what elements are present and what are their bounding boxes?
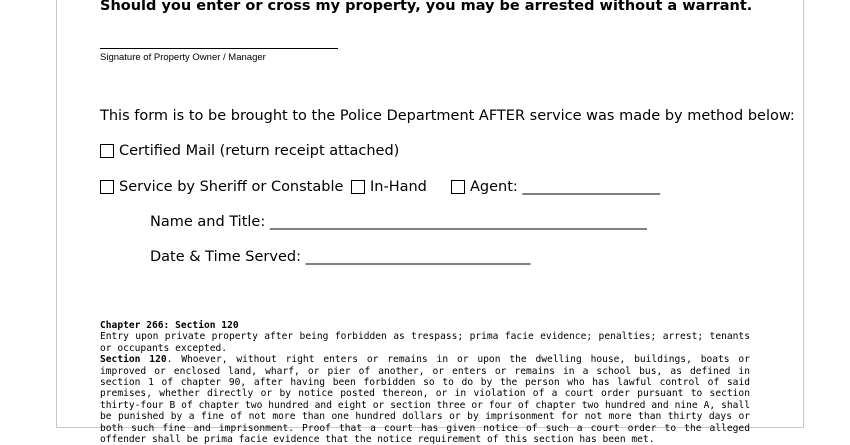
agent-checkbox[interactable]	[451, 180, 465, 194]
date-time-field[interactable]	[150, 249, 530, 265]
certified-mail-checkbox[interactable]	[100, 144, 114, 158]
sheriff-label: Service by Sheriff or Constable	[119, 179, 344, 195]
date-time-label: Date & Time Served: _______________________________	[150, 249, 531, 265]
legal-section-body: . Whoever, without right enters or remains in or upon the dwelling house, buildings, boats or improved or enclosed land, wharf, or pier of another, or enters or remains in a school bus, as defined in section 1 of chapter 90, after having been forbidden so to do by the person who has lawful control of said premises, whether directly or by notice posted thereon, or in violation of a court order pursuant to section thirty-four B of chapter two hundred and eight or section three or four of chapter two hundred and nine A, shall be punished by a fine of not more than one hundred dollars or by imprisonment for not more than thirty days or both such fine and imprisonment. Proof that a court has given notice of such a court order to the alleged offender shall be prima facie evidence that the notice requirement of this section has been met.	[100, 354, 750, 445]
instruction-text: This form is to be brought to the Police Department AFTER service was made by method below:	[100, 108, 795, 124]
legal-section	[100, 354, 750, 445]
sheriff-checkbox[interactable]	[100, 180, 114, 194]
in-hand-label: In-Hand	[370, 179, 427, 195]
in-hand-checkbox[interactable]	[351, 180, 365, 194]
option-agent[interactable]	[451, 179, 660, 195]
legal-section-label: Section 120	[100, 354, 167, 366]
option-sheriff[interactable]	[100, 179, 343, 195]
legal-text	[100, 320, 750, 445]
option-certified-mail[interactable]	[100, 143, 399, 159]
name-title-field[interactable]	[150, 214, 647, 230]
signature-label: Signature of Property Owner / Manager	[100, 52, 266, 63]
agent-label: Agent: ___________________	[470, 179, 661, 195]
signature-line[interactable]	[100, 48, 338, 49]
warning-text: Should you enter or cross my property, you may be arrested without a warrant.	[100, 0, 753, 14]
name-title-label: Name and Title: ____________________________________________________	[150, 214, 647, 230]
legal-heading: Chapter 266: Section 120	[100, 320, 239, 331]
certified-mail-label: Certified Mail (return receipt attached)	[119, 143, 400, 159]
legal-summary: Entry upon private property after being forbidden as trespass; prima facie evidence; penalties; arrest; tenants or occupants excepted.	[100, 331, 750, 354]
option-in-hand[interactable]	[351, 179, 427, 195]
